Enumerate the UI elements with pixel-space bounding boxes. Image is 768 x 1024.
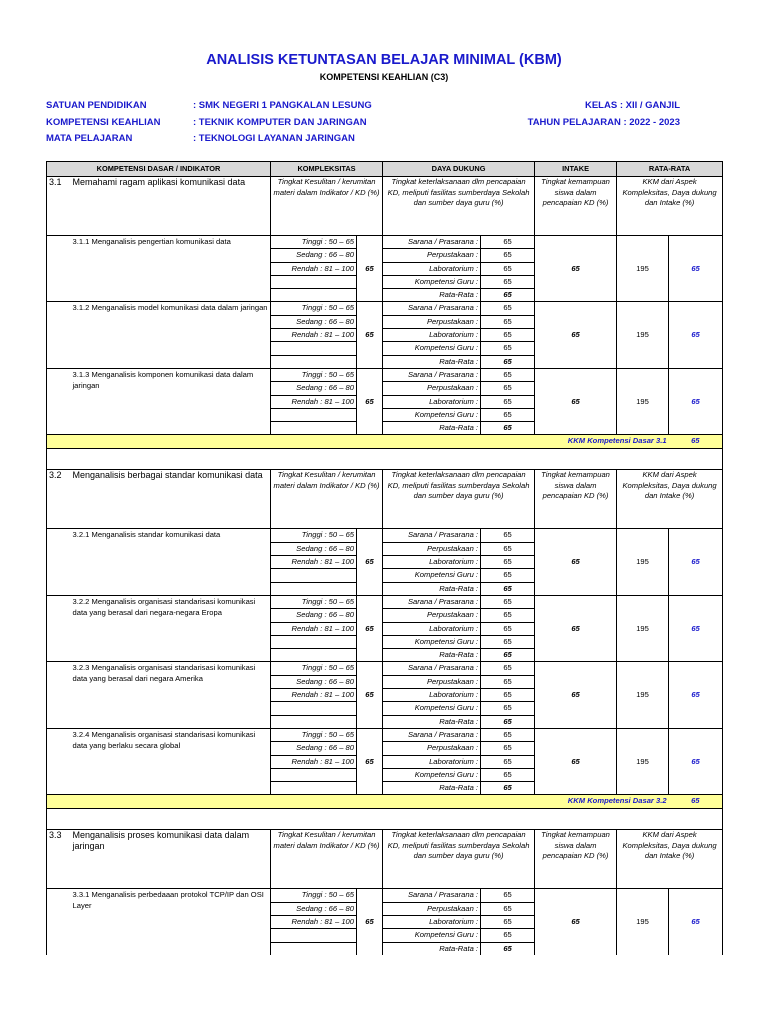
indicator-text (71, 889, 271, 955)
indicator-row (47, 889, 723, 902)
kompleksitas-value: 65 (357, 662, 383, 728)
perpustakaan-value: 65 (481, 675, 535, 688)
intake-value: 65 (535, 529, 617, 595)
rata-rata-value: 65 (481, 649, 535, 662)
rata-rata-value: 65 (481, 355, 535, 368)
kbm-table (46, 161, 723, 955)
laboratorium-value: 65 (481, 755, 535, 768)
daya-dukung-desc: Tingkat keterlaksanaan dlm pencapaian KD, meliputi fasilitas sumberdaya Sekolah dan sumber daya guru (%) (383, 830, 535, 889)
kompetensi-guru: Kompetensi Guru : (383, 929, 481, 942)
rata-rata-label: Rata-Rata : (383, 942, 481, 955)
rata-value: 65 (669, 889, 723, 955)
kompleksitas-desc: Tingkat Kesulitan / kerumitan materi dalam Indikator / KD (%) (271, 830, 383, 889)
perpustakaan: Perpustakaan : (383, 609, 481, 622)
kompetensi-guru-value: 65 (481, 768, 535, 781)
sedang: Sedang : 66 – 80 (271, 249, 357, 262)
header-daya-dukung: DAYA DUKUNG (383, 162, 535, 177)
sarana-value: 65 (481, 236, 535, 249)
rata-desc: KKM dari Aspek Kompleksitas, Daya dukung dan Intake (%) (617, 177, 723, 236)
rata-rata-label: Rata-Rata : (383, 649, 481, 662)
intake-value: 65 (535, 595, 617, 661)
kd-number: 3.3 (47, 830, 71, 889)
laboratorium-value: 65 (481, 556, 535, 569)
sum-value: 195 (617, 662, 669, 728)
rata-value: 65 (669, 302, 723, 368)
laboratorium-value: 65 (481, 622, 535, 635)
kd-row (47, 470, 723, 529)
kompetensi-guru-value: 65 (481, 275, 535, 288)
indicator-number: 3.1.2 (72, 303, 90, 313)
rata-rata-value: 65 (481, 422, 535, 435)
rata-rata-label: Rata-Rata : (383, 422, 481, 435)
laboratorium-value: 65 (481, 329, 535, 342)
indicator-number: 3.2.2 (72, 596, 90, 606)
indicator-text (71, 662, 271, 728)
rata-rata-value: 65 (481, 289, 535, 302)
page-subtitle: KOMPETENSI KEAHLIAN (C3) (319, 72, 449, 82)
indicator-row (47, 236, 723, 249)
intake-desc: Tingkat kemampuan siswa dalam pencapaian KD (%) (535, 830, 617, 889)
mapel-label: MATA PELAJARAN (46, 133, 133, 144)
sum-value: 195 (617, 595, 669, 661)
sedang: Sedang : 66 – 80 (271, 609, 357, 622)
kompleksitas-value: 65 (357, 595, 383, 661)
perpustakaan-value: 65 (481, 315, 535, 328)
perpustakaan-value: 65 (481, 382, 535, 395)
kompetensi-value: : TEKNIK KOMPUTER DAN JARINGAN (193, 117, 367, 128)
indicator-label: Menganalisis organisasi standarisasi komunikasi data yang berasal dari negara Amerika (72, 663, 256, 684)
indicator-text (71, 529, 271, 595)
sarana: Sarana / Prasarana : (383, 529, 481, 542)
laboratorium: Laboratorium : (383, 329, 481, 342)
rata-rata-value: 65 (481, 715, 535, 728)
kompleksitas-value: 65 (357, 368, 383, 434)
kompetensi-guru: Kompetensi Guru : (383, 569, 481, 582)
kkm-row (47, 435, 723, 449)
intake-value: 65 (535, 728, 617, 794)
indicator-row (47, 368, 723, 381)
daya-dukung-desc: Tingkat keterlaksanaan dlm pencapaian KD, meliputi fasilitas sumberdaya Sekolah dan sumber daya guru (%) (383, 177, 535, 236)
tinggi: Tinggi : 50 – 65 (271, 595, 357, 608)
rata-value: 65 (669, 595, 723, 661)
intake-value: 65 (535, 236, 617, 302)
perpustakaan-value: 65 (481, 609, 535, 622)
sum-value: 195 (617, 889, 669, 955)
sarana: Sarana / Prasarana : (383, 595, 481, 608)
page-title: ANALISIS KETUNTASAN BELAJAR MINIMAL (KBM) (206, 52, 562, 68)
kompleksitas-desc: Tingkat Kesulitan / kerumitan materi dalam Indikator / KD (%) (271, 177, 383, 236)
perpustakaan: Perpustakaan : (383, 902, 481, 915)
kd-row (47, 177, 723, 236)
indicator-label: Menganalisis organisasi standarisasi komunikasi data yang berasal dari negara-negara Eropa (72, 596, 256, 617)
rata-rata-label: Rata-Rata : (383, 782, 481, 795)
kompleksitas-value: 65 (357, 236, 383, 302)
indicator-label: Menganalisis perbedaaan protokol TCP/IP dan OSI Layer (72, 890, 264, 911)
header-kompleksitas: KOMPLEKSITAS (271, 162, 383, 177)
kompetensi-guru: Kompetensi Guru : (383, 635, 481, 648)
daya-dukung-desc: Tingkat keterlaksanaan dlm pencapaian KD, meliputi fasilitas sumberdaya Sekolah dan sumber daya guru (%) (383, 470, 535, 529)
sum-value: 195 (617, 302, 669, 368)
tahun-info: TAHUN PELAJARAN : 2022 - 2023 (527, 117, 680, 128)
rendah: Rendah : 81 – 100 (271, 395, 357, 408)
rata-value: 65 (669, 368, 723, 434)
sarana: Sarana / Prasarana : (383, 368, 481, 381)
indicator-row (47, 595, 723, 608)
satuan-label: SATUAN PENDIDIKAN (46, 100, 147, 111)
perpustakaan: Perpustakaan : (383, 542, 481, 555)
indicator-label: Menganalisis organisasi standarisasi komunikasi data yang berlaku secara global (72, 729, 256, 750)
laboratorium: Laboratorium : (383, 755, 481, 768)
mapel-value: : TEKNOLOGI LAYANAN JARINGAN (193, 133, 355, 144)
rata-rata-label: Rata-Rata : (383, 582, 481, 595)
rata-rata-label: Rata-Rata : (383, 355, 481, 368)
rendah: Rendah : 81 – 100 (271, 689, 357, 702)
kkm-row (47, 795, 723, 809)
kelas-info: KELAS : XII / GANJIL (584, 100, 680, 111)
laboratorium-value: 65 (481, 262, 535, 275)
intake-desc: Tingkat kemampuan siswa dalam pencapaian KD (%) (535, 177, 617, 236)
indicator-label: Menganalisis model komunikasi data dalam jaringan (91, 303, 268, 313)
kompetensi-guru: Kompetensi Guru : (383, 702, 481, 715)
rata-value: 65 (669, 728, 723, 794)
indicator-text (71, 728, 271, 794)
kompleksitas-value: 65 (357, 302, 383, 368)
indicator-text (71, 302, 271, 368)
kompetensi-guru-value: 65 (481, 635, 535, 648)
perpustakaan-value: 65 (481, 249, 535, 262)
laboratorium: Laboratorium : (383, 556, 481, 569)
header-kd: KOMPETENSI DASAR / INDIKATOR (47, 162, 271, 177)
rata-rata-value: 65 (481, 782, 535, 795)
laboratorium: Laboratorium : (383, 262, 481, 275)
kkm-label: KKM Kompetensi Dasar 3.1 (47, 435, 669, 449)
sum-value: 195 (617, 236, 669, 302)
sedang: Sedang : 66 – 80 (271, 382, 357, 395)
kbm-table-wrapper (46, 161, 723, 955)
tinggi: Tinggi : 50 – 65 (271, 302, 357, 315)
tinggi: Tinggi : 50 – 65 (271, 368, 357, 381)
sum-value: 195 (617, 529, 669, 595)
laboratorium-value: 65 (481, 395, 535, 408)
sarana: Sarana / Prasarana : (383, 728, 481, 741)
indicator-label: Menganalisis standar komunikasi data (91, 530, 221, 540)
kompetensi-guru-value: 65 (481, 342, 535, 355)
sarana: Sarana / Prasarana : (383, 662, 481, 675)
rata-desc: KKM dari Aspek Kompleksitas, Daya dukung dan Intake (%) (617, 470, 723, 529)
sarana-value: 65 (481, 728, 535, 741)
kd-row (47, 830, 723, 889)
intake-value: 65 (535, 889, 617, 955)
kompetensi-guru-value: 65 (481, 408, 535, 421)
perpustakaan-value: 65 (481, 902, 535, 915)
kompleksitas-desc: Tingkat Kesulitan / kerumitan materi dalam Indikator / KD (%) (271, 470, 383, 529)
table-header (47, 162, 723, 177)
indicator-text (71, 595, 271, 661)
rata-value: 65 (669, 662, 723, 728)
indicator-number: 3.3.1 (72, 890, 90, 900)
kompetensi-guru: Kompetensi Guru : (383, 768, 481, 781)
rata-rata-value: 65 (481, 942, 535, 955)
perpustakaan: Perpustakaan : (383, 742, 481, 755)
rendah: Rendah : 81 – 100 (271, 262, 357, 275)
sedang: Sedang : 66 – 80 (271, 315, 357, 328)
rendah: Rendah : 81 – 100 (271, 329, 357, 342)
indicator-number: 3.1.1 (72, 237, 90, 246)
laboratorium-value: 65 (481, 915, 535, 928)
indicator-text (71, 236, 271, 302)
rendah: Rendah : 81 – 100 (271, 556, 357, 569)
intake-value: 65 (535, 302, 617, 368)
kd-title: Memahami ragam aplikasi komunikasi data (71, 177, 271, 236)
kompetensi-guru: Kompetensi Guru : (383, 408, 481, 421)
sarana-value: 65 (481, 529, 535, 542)
sedang: Sedang : 66 – 80 (271, 742, 357, 755)
indicator-number: 3.2.3 (72, 663, 90, 673)
laboratorium: Laboratorium : (383, 395, 481, 408)
indicator-number: 3.1.3 (72, 369, 90, 379)
sarana-value: 65 (481, 595, 535, 608)
kompleksitas-value: 65 (357, 889, 383, 955)
tinggi: Tinggi : 50 – 65 (271, 529, 357, 542)
sedang: Sedang : 66 – 80 (271, 542, 357, 555)
rata-rata-label: Rata-Rata : (383, 715, 481, 728)
intake-desc: Tingkat kemampuan siswa dalam pencapaian KD (%) (535, 470, 617, 529)
rata-value: 65 (669, 236, 723, 302)
rata-value: 65 (669, 529, 723, 595)
rendah: Rendah : 81 – 100 (271, 755, 357, 768)
kkm-label: KKM Kompetensi Dasar 3.2 (47, 795, 669, 809)
perpustakaan: Perpustakaan : (383, 382, 481, 395)
laboratorium: Laboratorium : (383, 915, 481, 928)
indicator-number: 3.2.4 (72, 729, 90, 739)
indicator-row (47, 529, 723, 542)
kd-number: 3.2 (47, 470, 71, 529)
sarana: Sarana / Prasarana : (383, 236, 481, 249)
indicator-row (47, 728, 723, 741)
kompleksitas-value: 65 (357, 529, 383, 595)
header-intake: INTAKE (535, 162, 617, 177)
intake-value: 65 (535, 368, 617, 434)
rendah: Rendah : 81 – 100 (271, 915, 357, 928)
sarana-value: 65 (481, 302, 535, 315)
kompetensi-guru-value: 65 (481, 569, 535, 582)
kompetensi-guru: Kompetensi Guru : (383, 275, 481, 288)
indicator-row (47, 662, 723, 675)
indicator-label: Menganalisis pengertian komunikasi data (91, 237, 231, 246)
indicator-label: Menganalisis komponen komunikasi data dalam jaringan (72, 369, 254, 390)
kompetensi-guru-value: 65 (481, 929, 535, 942)
tinggi: Tinggi : 50 – 65 (271, 889, 357, 902)
sarana: Sarana / Prasarana : (383, 302, 481, 315)
laboratorium: Laboratorium : (383, 622, 481, 635)
sarana-value: 65 (481, 662, 535, 675)
sarana: Sarana / Prasarana : (383, 889, 481, 902)
sum-value: 195 (617, 368, 669, 434)
satuan-value: : SMK NEGERI 1 PANGKALAN LESUNG (193, 100, 372, 111)
kompetensi-guru-value: 65 (481, 702, 535, 715)
perpustakaan-value: 65 (481, 542, 535, 555)
sedang: Sedang : 66 – 80 (271, 675, 357, 688)
sarana-value: 65 (481, 889, 535, 902)
tinggi: Tinggi : 50 – 65 (271, 236, 357, 249)
indicator-number: 3.2.1 (72, 530, 90, 540)
sarana-value: 65 (481, 368, 535, 381)
perpustakaan: Perpustakaan : (383, 675, 481, 688)
kompleksitas-value: 65 (357, 728, 383, 794)
header-rata-rata: RATA-RATA (617, 162, 723, 177)
rata-desc: KKM dari Aspek Kompleksitas, Daya dukung dan Intake (%) (617, 830, 723, 889)
perpustakaan: Perpustakaan : (383, 249, 481, 262)
rata-rata-label: Rata-Rata : (383, 289, 481, 302)
laboratorium-value: 65 (481, 689, 535, 702)
indicator-text (71, 368, 271, 434)
sedang: Sedang : 66 – 80 (271, 902, 357, 915)
kkm-value: 65 (669, 795, 723, 809)
indicator-row (47, 302, 723, 315)
laboratorium: Laboratorium : (383, 689, 481, 702)
tinggi: Tinggi : 50 – 65 (271, 662, 357, 675)
rata-rata-value: 65 (481, 582, 535, 595)
kkm-value: 65 (669, 435, 723, 449)
intake-value: 65 (535, 662, 617, 728)
kd-number: 3.1 (47, 177, 71, 236)
kompetensi-guru: Kompetensi Guru : (383, 342, 481, 355)
tinggi: Tinggi : 50 – 65 (271, 728, 357, 741)
sum-value: 195 (617, 728, 669, 794)
perpustakaan-value: 65 (481, 742, 535, 755)
perpustakaan: Perpustakaan : (383, 315, 481, 328)
rendah: Rendah : 81 – 100 (271, 622, 357, 635)
kd-title: Menganalisis berbagai standar komunikasi data (71, 470, 271, 529)
kd-title: Menganalisis proses komunikasi data dalam jaringan (71, 830, 271, 889)
kompetensi-label: KOMPETENSI KEAHLIAN (46, 117, 161, 128)
